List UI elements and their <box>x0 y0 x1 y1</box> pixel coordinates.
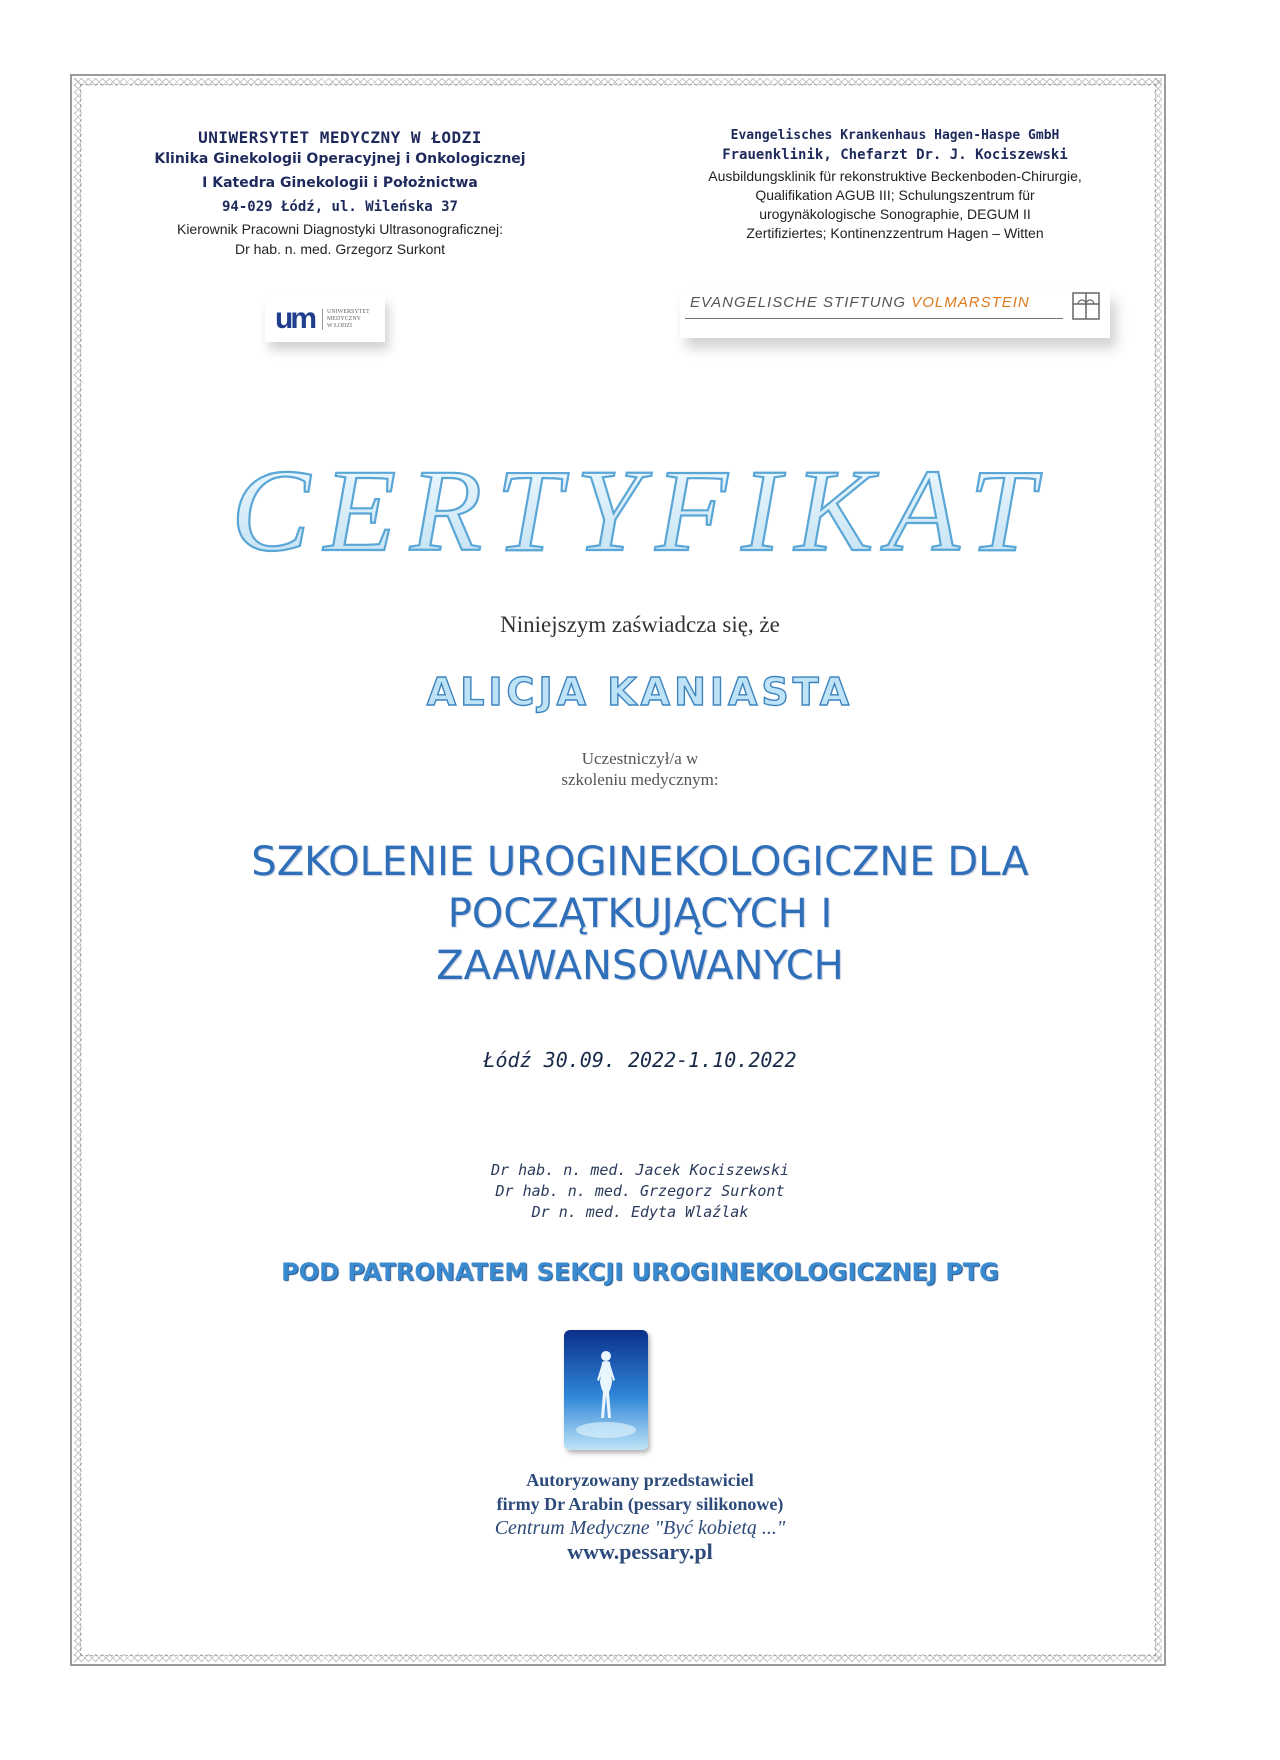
hospital-desc-3: urogynäkologische Sonographie, DEGUM II <box>759 206 1031 222</box>
instructor-1: Dr hab. n. med. Jacek Kociszewski <box>490 1161 789 1179</box>
um-logo-text-3: W ŁODZI <box>327 322 353 329</box>
um-logo-text <box>322 309 370 330</box>
hospital-desc-2: Qualifikation AGUB III; Schulungszentrum für <box>755 187 1035 203</box>
certificate-intro: Niniejszym zaświadcza się, że <box>500 612 780 637</box>
hospital-name: Evangelisches Krankenhaus Hagen-Haspe GmbH <box>730 128 1060 143</box>
foundation-underline <box>685 318 1063 319</box>
distributor-line-2: firmy Dr Arabin (pessary silikonowe) <box>496 1494 784 1514</box>
foundation-logo-text <box>690 294 1030 311</box>
hospital-desc-4: Zertifiziertes; Kontinenzzentrum Hagen – Witten <box>746 225 1044 241</box>
border-pattern-top <box>74 78 1162 86</box>
course-date: Łódź 30.09. 2022-1.10.2022 <box>483 1048 797 1072</box>
course-title <box>140 836 1140 992</box>
university-name: UNIWERSYTET MEDYCZNY W ŁODZI <box>198 128 482 147</box>
instructors <box>0 1160 1280 1223</box>
course-title-line-3: ZAAWANSOWANYCH <box>436 943 844 989</box>
border-pattern-right <box>1154 78 1162 1662</box>
university-logo <box>265 296 385 342</box>
border-pattern-left <box>74 78 82 1662</box>
participant-name: ALICJA KANIASTA <box>426 670 854 714</box>
distributor-website: www.pessary.pl <box>567 1539 713 1564</box>
distributor-info <box>0 1468 1280 1564</box>
certificate-title <box>0 450 1280 570</box>
hospital-desc-1: Ausbildungsklinik für rekonstruktive Beckenboden-Chirurgie, <box>708 168 1082 184</box>
um-logo-mark: um <box>275 302 314 335</box>
participation-statement <box>0 748 1280 790</box>
clinic-name: Klinika Ginekologii Operacyjnej i Onkologicznej <box>154 151 526 167</box>
foundation-cross-icon <box>1072 292 1100 320</box>
instructor-3: Dr n. med. Edyta Wlaźlak <box>531 1203 749 1221</box>
lab-head-name: Dr hab. n. med. Grzegorz Surkont <box>234 241 446 257</box>
department-name: I Katedra Ginekologii i Położnictwa <box>202 175 478 191</box>
participation-line-2: szkoleniu medycznym: <box>561 770 719 789</box>
hospital-chief: Frauenklinik, Chefarzt Dr. J. Kociszewski <box>722 147 1068 163</box>
course-title-line-2: POCZĄTKUJĄCYCH I <box>447 891 833 937</box>
foundation-accent: VOLMARSTEIN <box>911 294 1030 311</box>
um-logo-text-1: UNIWERSYTET <box>327 308 370 315</box>
um-logo-text-2: MEDYCZNY <box>327 315 361 322</box>
instructor-2: Dr hab. n. med. Grzegorz Surkont <box>495 1182 785 1200</box>
lab-head-title: Kierownik Pracowni Diagnostyki Ultrasonograficznej: <box>176 221 504 237</box>
distributor-line-3: Centrum Medyczne "Być kobietą ..." <box>494 1517 786 1539</box>
header-hospital <box>650 128 1140 243</box>
patronage-statement: POD PATRONATEM SEKCJI UROGINEKOLOGICZNEJ PTG <box>281 1258 999 1286</box>
woman-silhouette-icon <box>564 1330 648 1450</box>
distributor-line-1: Autoryzowany przedstawiciel <box>526 1470 754 1490</box>
university-address: 94-029 Łódź, ul. Wileńska 37 <box>221 199 458 215</box>
border-pattern-bottom <box>74 1654 1162 1662</box>
course-title-line-1: SZKOLENIE UROGINEKOLOGICZNE DLA <box>251 839 1029 885</box>
header-university <box>120 128 560 259</box>
woman-silhouette-image <box>564 1330 648 1450</box>
foundation-name: EVANGELISCHE STIFTUNG <box>690 294 912 311</box>
certificate-title-text: CERTYFIKAT <box>231 450 1049 570</box>
certificate-title-graphic <box>190 450 1090 570</box>
foundation-logo <box>680 290 1110 338</box>
participation-line-1: Uczestniczył/a w <box>581 749 699 768</box>
